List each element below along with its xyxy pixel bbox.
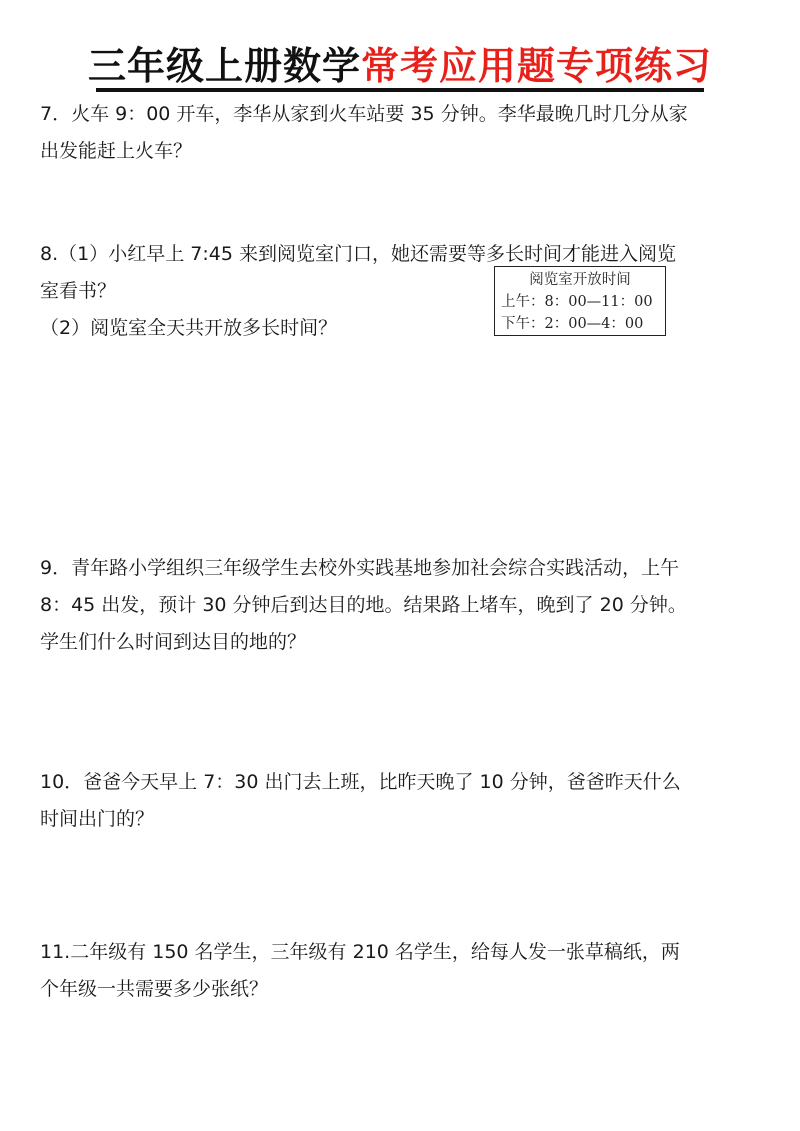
- question-7-line-1: 7．火车 9：00 开车，李华从家到火车站要 35 分钟。李华最晚几时几分从家: [40, 103, 688, 125]
- question-9-line-1: 9．青年路小学组织三年级学生去校外实践基地参加社会综合实践活动，上午: [40, 557, 680, 579]
- question-9: [40, 550, 770, 661]
- question-11-line-2: 个年级一共需要多少张纸？: [40, 978, 269, 1000]
- question-10-line-1: 10．爸爸今天早上 7：30 出门去上班，比昨天晚了 10 分钟，爸爸昨天什么: [40, 771, 681, 793]
- page-title: [0, 38, 800, 94]
- page-title-red-part: 常考应用题专项练习: [361, 44, 713, 88]
- question-8-line-3: （2）阅览室全天共开放多长时间？: [40, 317, 338, 339]
- question-7: [40, 96, 770, 170]
- question-10: [40, 764, 770, 838]
- schedule-afternoon: 下午：2：00—4：00: [501, 316, 644, 332]
- question-8-line-2: 室看书？: [40, 280, 117, 302]
- schedule-title: 阅览室开放时间: [529, 272, 631, 288]
- question-11: [40, 934, 770, 1008]
- question-11-line-1: 11.二年级有 150 名学生，三年级有 210 名学生，给每人发一张草稿纸，两: [40, 941, 680, 963]
- question-8-line-1: 8.（1）小红早上 7:45 来到阅览室门口，她还需要等多长时间才能进入阅览: [40, 243, 676, 265]
- question-9-line-2: 8：45 出发，预计 30 分钟后到达目的地。结果路上堵车，晚到了 20 分钟。: [40, 594, 687, 616]
- title-underline: [96, 88, 704, 92]
- question-7-line-2: 出发能赶上火车？: [40, 140, 193, 162]
- question-9-line-3: 学生们什么时间到达目的地的？: [40, 631, 307, 653]
- question-10-line-2: 时间出门的？: [40, 808, 155, 830]
- reading-room-schedule-box: [494, 266, 666, 336]
- schedule-morning: 上午：8：00—11：00: [501, 294, 653, 310]
- page-title-black-part: 三年级上册数学: [87, 44, 361, 88]
